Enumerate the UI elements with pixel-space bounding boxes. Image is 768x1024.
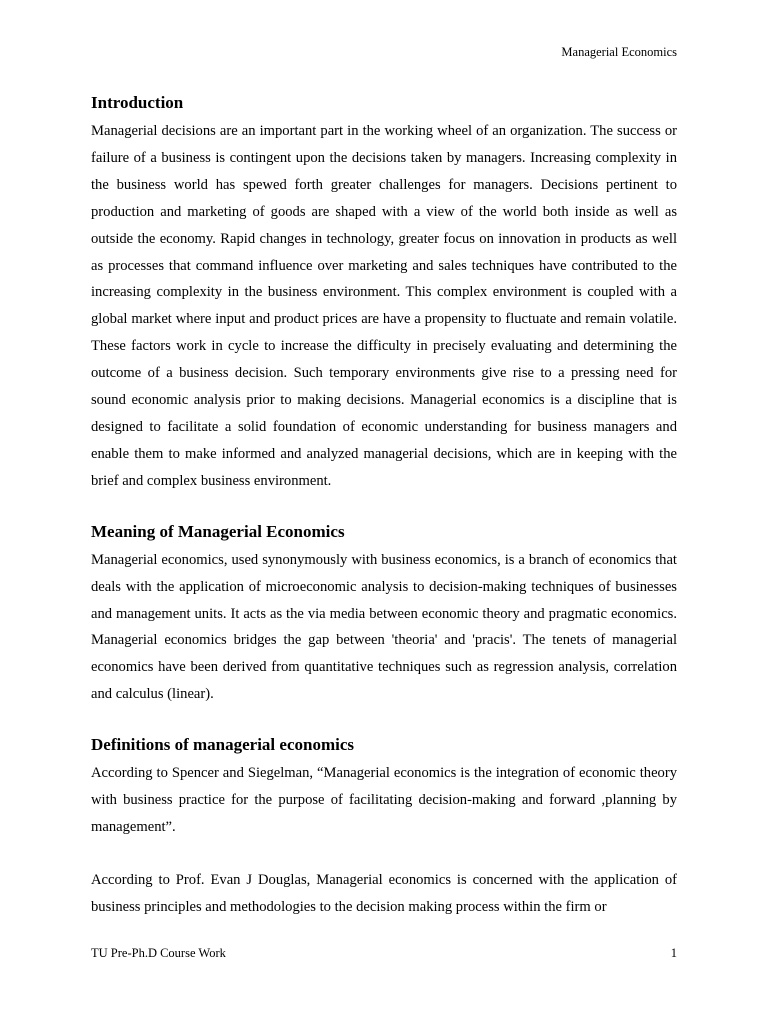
section-heading: Definitions of managerial economics [91, 735, 354, 755]
section-heading: Meaning of Managerial Economics [91, 521, 345, 541]
page-body [91, 92, 677, 947]
paragraph: Managerial economics, used synonymously with business economics, is a branch of economics that deals with the application of microeconomic analysis to decision-making techniques of businesses and management units. It acts as the via media between economic theory and pragmatic economics. Managerial economics bridges the gap between 'theoria' and 'pracis'. The tenets of managerial economics have been derived from quantitative techniques such as regression analysis, correlation and calculus (linear). [91, 551, 677, 703]
page-number: 1 [670, 946, 677, 960]
paragraph: Managerial decisions are an important part in the working wheel of an organization. The success or failure of a business is contingent upon the decisions taken by managers. Increasing complexity in the business world has spewed forth greater challenges for managers. Decisions pertinent to production and marketing of goods are shaped with a view of the world both inside as well as outside the economy. Rapid changes in technology, greater focus on innovation in products as well as processes that command influence over marketing and sales techniques have contributed to the increasing complexity in the business environment. This complex environment is coupled with a global market where input and product prices are have a propensity to fluctuate and remain volatile. These factors work in cycle to increase the difficulty in precisely evaluating and determining the outcome of a business decision. Such temporary environments give rise to a pressing need for sound economic analysis prior to making decisions. Managerial economics is a discipline that is designed to facilitate a solid foundation of economic understanding for business managers and enable them to make informed and analyzed managerial decisions, which are in keeping with the brief and complex business environment. [91, 123, 677, 489]
section-meaning [91, 521, 677, 708]
running-header: Managerial Economics [561, 45, 677, 59]
section-introduction [91, 92, 677, 495]
paragraph: According to Spencer and Siegelman, “Managerial economics is the integration of economic theory with business practice for the purpose of facilitating decision-making and forward ,planning by management”. [91, 765, 677, 835]
paragraph: According to Prof. Evan J Douglas, Managerial economics is concerned with the application of business principles and methodologies to the decision making process within the firm or [91, 871, 677, 915]
section-definitions [91, 734, 677, 921]
section-heading: Introduction [91, 93, 184, 112]
footer-course-label: TU Pre-Ph.D Course Work [91, 946, 226, 960]
